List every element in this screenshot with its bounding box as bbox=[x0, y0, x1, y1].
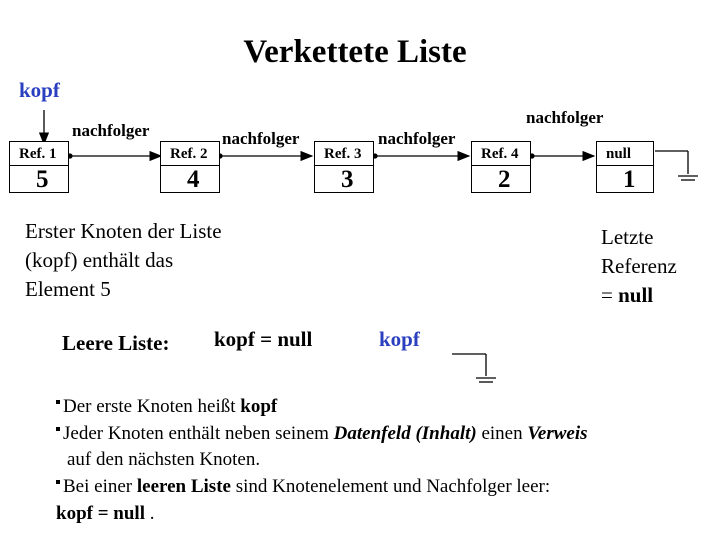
link-label-2: nachfolger bbox=[222, 129, 300, 148]
bullet-1 bbox=[56, 396, 277, 418]
empty-list-expr: kopf = null bbox=[214, 327, 313, 351]
node-ref: Ref. 1 bbox=[10, 142, 68, 166]
head-label: kopf bbox=[19, 78, 60, 102]
bullet-1-bold: kopf bbox=[240, 396, 278, 417]
null-ground-icon bbox=[655, 151, 698, 180]
bullet-3 bbox=[56, 476, 550, 498]
bullet-3-rest: sind Knotenelement und Nachfolger leer: bbox=[230, 476, 551, 497]
list-node-2 bbox=[160, 141, 220, 193]
bullet-3-text: Bei einer bbox=[63, 476, 137, 497]
list-node-1 bbox=[9, 141, 69, 193]
list-node-5 bbox=[596, 141, 654, 193]
first-node-caption: Erster Knoten der Liste (kopf) enthält das Element 5 bbox=[25, 219, 222, 301]
last-ref-line3 bbox=[601, 281, 677, 310]
node-value: 3 bbox=[341, 166, 354, 193]
bullet-square-icon bbox=[56, 480, 60, 484]
page-title: Verkettete Liste bbox=[243, 34, 467, 70]
last-ref-eq: = bbox=[601, 283, 619, 307]
empty-list-head-label: kopf bbox=[379, 327, 420, 351]
bullet-1-text: Der erste Knoten heißt bbox=[63, 396, 241, 417]
link-label-3: nachfolger bbox=[378, 129, 456, 148]
bullet-3-bold: leeren Liste bbox=[136, 476, 231, 497]
last-ref-caption bbox=[601, 223, 677, 310]
node-ref: Ref. 2 bbox=[161, 142, 219, 166]
node-value: 2 bbox=[498, 166, 511, 193]
bullet-2-mid: einen bbox=[476, 423, 528, 444]
bullet-2-line2: auf den nächsten Knoten. bbox=[67, 449, 261, 470]
node-ref: Ref. 4 bbox=[472, 142, 530, 166]
link-label-1: nachfolger bbox=[72, 121, 150, 140]
link-label-4: nachfolger bbox=[526, 108, 604, 127]
bullet-3-line2-bold: kopf = null bbox=[56, 503, 145, 524]
node-ref: Ref. 3 bbox=[315, 142, 373, 166]
last-ref-line1: Letzte bbox=[601, 225, 654, 249]
last-ref-null: null bbox=[618, 283, 654, 307]
empty-list-ground-icon bbox=[452, 354, 496, 382]
bullet-2 bbox=[56, 423, 588, 445]
bullet-2-text: Jeder Knoten enthält neben seinem bbox=[63, 423, 334, 444]
node-ref: null bbox=[597, 142, 653, 166]
node-value: 4 bbox=[187, 166, 200, 193]
bullet-2-italic: Datenfeld (Inhalt) bbox=[333, 423, 477, 444]
bullet-3-line2-end: . bbox=[144, 503, 155, 524]
node-value: 5 bbox=[36, 166, 49, 193]
bullet-square-icon bbox=[56, 400, 60, 404]
bullet-3-line2 bbox=[56, 503, 154, 525]
list-node-3 bbox=[314, 141, 374, 193]
list-node-4 bbox=[471, 141, 531, 193]
last-ref-line2: Referenz bbox=[601, 254, 677, 278]
bullet-square-icon bbox=[56, 427, 60, 431]
empty-list-label: Leere Liste: bbox=[62, 331, 170, 355]
node-value: 1 bbox=[623, 166, 636, 193]
bullet-2-italic2: Verweis bbox=[527, 423, 588, 444]
